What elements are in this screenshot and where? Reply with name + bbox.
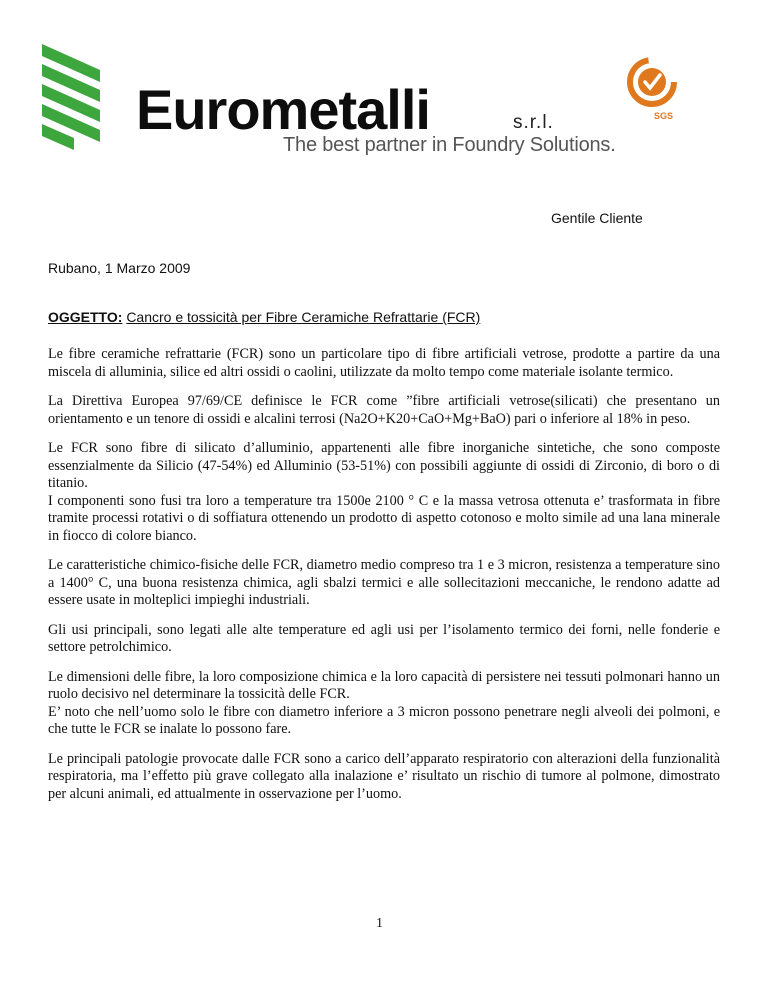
subject-label: OGGETTO:	[48, 309, 123, 325]
brand-tagline: The best partner in Foundry Solutions.	[283, 134, 616, 156]
paragraph-7: Le principali patologie provocate dalle FCR sono a carico dell’apparato respiratorio con alterazioni della funzionalità respiratoria, ma l’effetto più grave collegato alla inalazione e’ risultato un rischio di tumore al polmone, dimostrato per alcuni animali, ed attualmente in osservazione per l’uomo.	[48, 750, 720, 802]
letter-body	[48, 346, 720, 815]
paragraph-2: La Direttiva Europea 97/69/CE definisce le FCR come ”fibre artificiali vetrose(silicati) che presentano un orientamento e un tenore di ossidi e alcalini terrosi (Na2O+K20+CaO+Mg+BaO) pari o inferiore al 18% in peso.	[48, 393, 720, 427]
sgs-certification-icon	[616, 52, 688, 122]
page-number: 1	[376, 916, 383, 931]
paragraph-5: Gli usi principali, sono legati alle alte temperature ed agli usi per l’isolamento termico dei forni, nelle fonderie e settore petrolchimico.	[48, 621, 720, 655]
paragraph-3: Le FCR sono fibre di silicato d’alluminio, appartenenti alle fibre inorganiche sintetiche, che sono composte essenzialmente da Silicio (47-54%) ed Alluminio (53-51%) con possibili aggiunte di ossidi di Zirconio, di boro o di titanio. I componenti sono fusi tra loro a temperature tra 1500e 2100 ° C e la massa vetrosa ottenuta e’ trasformata in fibre tramite processi rotativi o di soffiatura ottenendo un prodotto di aspetto cotonoso e molto simile ad una lana minerale in fiocco di colore bianco.	[48, 440, 720, 544]
subject-text: Cancro e tossicità per Fibre Ceramiche Refrattarie (FCR)	[126, 309, 481, 325]
eurometalli-logo-icon	[38, 42, 133, 154]
paragraph-6: Le dimensioni delle fibre, la loro composizione chimica e la loro capacità di persistere nei tessuti polmonari hanno un ruolo decisivo nel determinare la tossicità delle FCR. E’ noto che nell’uomo solo le fibre con diametro inferiore a 3 micron possono penetrare negli alveoli dei polmoni, e che tutte le FCR se inalate lo possono fare.	[48, 668, 720, 737]
sgs-label: SGS	[654, 111, 674, 121]
letter-greeting: Gentile Cliente	[551, 210, 643, 226]
letter-date: Rubano, 1 Marzo 2009	[48, 260, 191, 276]
paragraph-4: Le caratteristiche chimico-fisiche delle FCR, diametro medio compreso tra 1 e 3 micron, resistenza a temperature sino a 1400° C, una buona resistenza chimica, agli sbalzi termici e alle sollecitazioni meccaniche, le rendono adatte ad essere usate in molteplici impieghi industriali.	[48, 557, 720, 608]
letter-subject	[48, 309, 480, 325]
brand-suffix: s.r.l.	[513, 112, 554, 133]
brand-name: Eurometalli	[136, 78, 430, 141]
paragraph-1: Le fibre ceramiche refrattarie (FCR) sono un particolare tipo di fibre artificiali vetrose, prodotte a partire da una miscela di alluminia, silice ed altri ossidi o caolini, utilizzate da molto tempo come materiale isolante termico.	[48, 346, 720, 380]
